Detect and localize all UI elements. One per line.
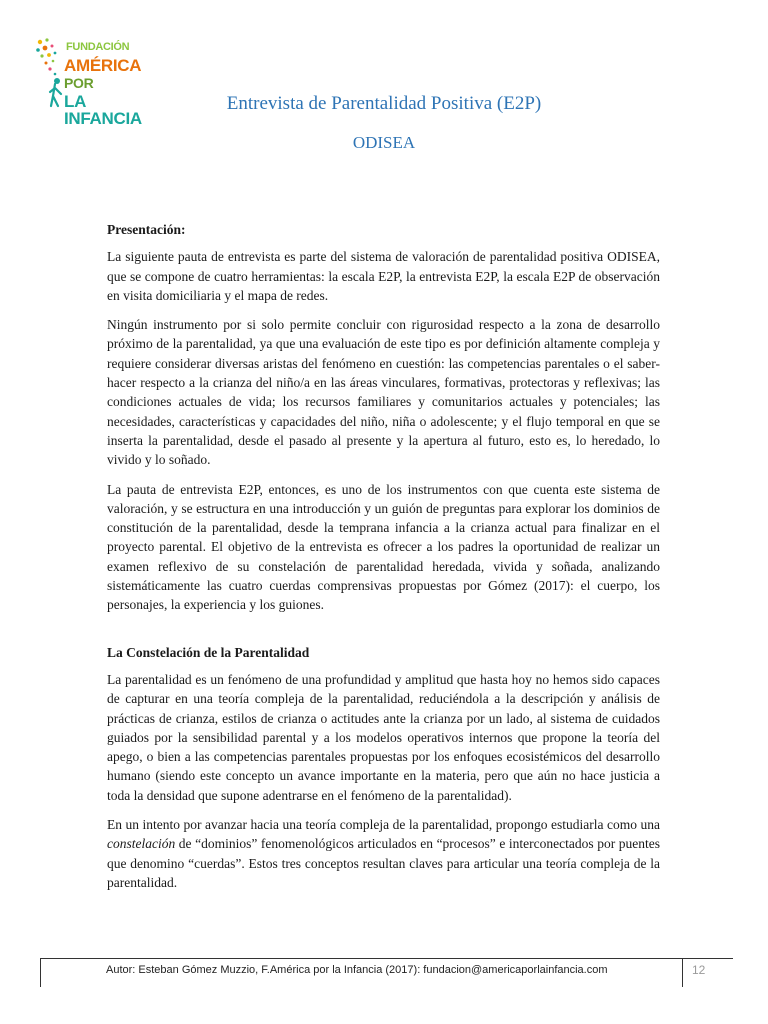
body-paragraph: La parentalidad es un fenómeno de una profundidad y amplitud que hasta hoy no hemos sido capaces de capturar en una teoría compleja de la parentalidad, reduciéndola a la descripción y análisis de prácticas de crianza, estilos de crianza o actitudes ante la crianza por un lado, al sistema de cuidados guiados por la sensibilidad parental y a los modelos operativos internos que propone la teoría del apego, o bien a las competencias parentales propuestas por los enfoques ecosistémicos del desarrollo humano (siendo este concepto un avance importante en la materia, pero que aún no hace justicia a toda la densidad que supone adentrarse en el fenómeno de la parentalidad). bbox=[107, 671, 660, 803]
paragraph-text: de “dominios” fenomenológicos articulados en “procesos” e interconectados por puentes que denomino “cuerdas”. Estos tres conceptos resultan claves para articular una teoría compleja de la parentalidad. bbox=[107, 836, 660, 890]
logo-line-fundacion: FUNDACIÓN bbox=[66, 41, 130, 53]
logo-america-text: AMÉRICA bbox=[64, 56, 141, 75]
document-title: Entrevista de Parentalidad Positiva (E2P) bbox=[226, 93, 542, 114]
logo-line-america bbox=[64, 57, 144, 91]
document-subtitle: ODISEA bbox=[352, 133, 416, 152]
page-number: 12 bbox=[692, 963, 706, 977]
emphasis-text: constelación bbox=[107, 836, 176, 852]
section-heading-constelacion: La Constelación de la Parentalidad bbox=[107, 644, 310, 660]
body-paragraph: La pauta de entrevista E2P, entonces, es uno de los instrumentos con que cuenta este sistema de valoración, y se estructura en una introducción y un guión de preguntas para explorar los dominios de constitución de la parentalidad, desde la temprana infancia a la crianza actual para finalizar en el proyecto parental. El objetivo de la entrevista es ofrecer a los padres la oportunidad de realizar un examen reflexivo de su constelación de parentalidad heredada, vivida y soñada, analizando sistemáticamente las cuatro cuerdas comprensivas propuestas por Gómez (2017): el cuerpo, los personajes, la experiencia y los guiones. bbox=[107, 481, 660, 613]
footer-divider bbox=[40, 959, 41, 987]
footer-author-text: Autor: Esteban Gómez Muzzio, F.América por la Infancia (2017): fundacion@americaporlainfancia.com bbox=[106, 964, 608, 976]
page-footer bbox=[40, 958, 733, 987]
body-paragraph-with-emphasis bbox=[107, 815, 660, 892]
paragraph-text: En un intento por avanzar hacia una teoría compleja de la parentalidad, propongo estudiarla como una bbox=[107, 817, 660, 833]
section-heading-presentacion: Presentación: bbox=[107, 222, 186, 237]
body-paragraph: La siguiente pauta de entrevista es parte del sistema de valoración de parentalidad positiva ODISEA, que se compone de cuatro herramientas: la escala E2P, la entrevista E2P, la escala E2P de observación en visita domiciliaria y el mapa de redes. bbox=[107, 249, 660, 303]
footer-divider bbox=[682, 959, 683, 987]
body-paragraph: Ningún instrumento por si solo permite concluir con rigurosidad respecto a la zona de desarrollo próximo de la parentalidad, ya que una evaluación de este tipo es por definición altamente compleja y requiere considerar diversas aristas del fenómeno en cuestión: las competencias parentales o el saber-hacer respecto a la crianza del niño/a en las áreas vinculares, formativas, protectoras y reflexivas; las condiciones actuales de vida; los recursos familiares y comunitarios actuales y potenciales; las necesidades, características y capacidades del niño, niña o adolescente; y el flujo temporal en que se inserta la parentalidad, desde el pasado al presente y la apertura al futuro, esto es, lo heredado, lo vivido y lo soñado. bbox=[107, 317, 660, 468]
logo-line-infancia: LA INFANCIA bbox=[64, 92, 142, 128]
document-body bbox=[107, 220, 660, 902]
logo-por-text: POR bbox=[64, 75, 94, 91]
